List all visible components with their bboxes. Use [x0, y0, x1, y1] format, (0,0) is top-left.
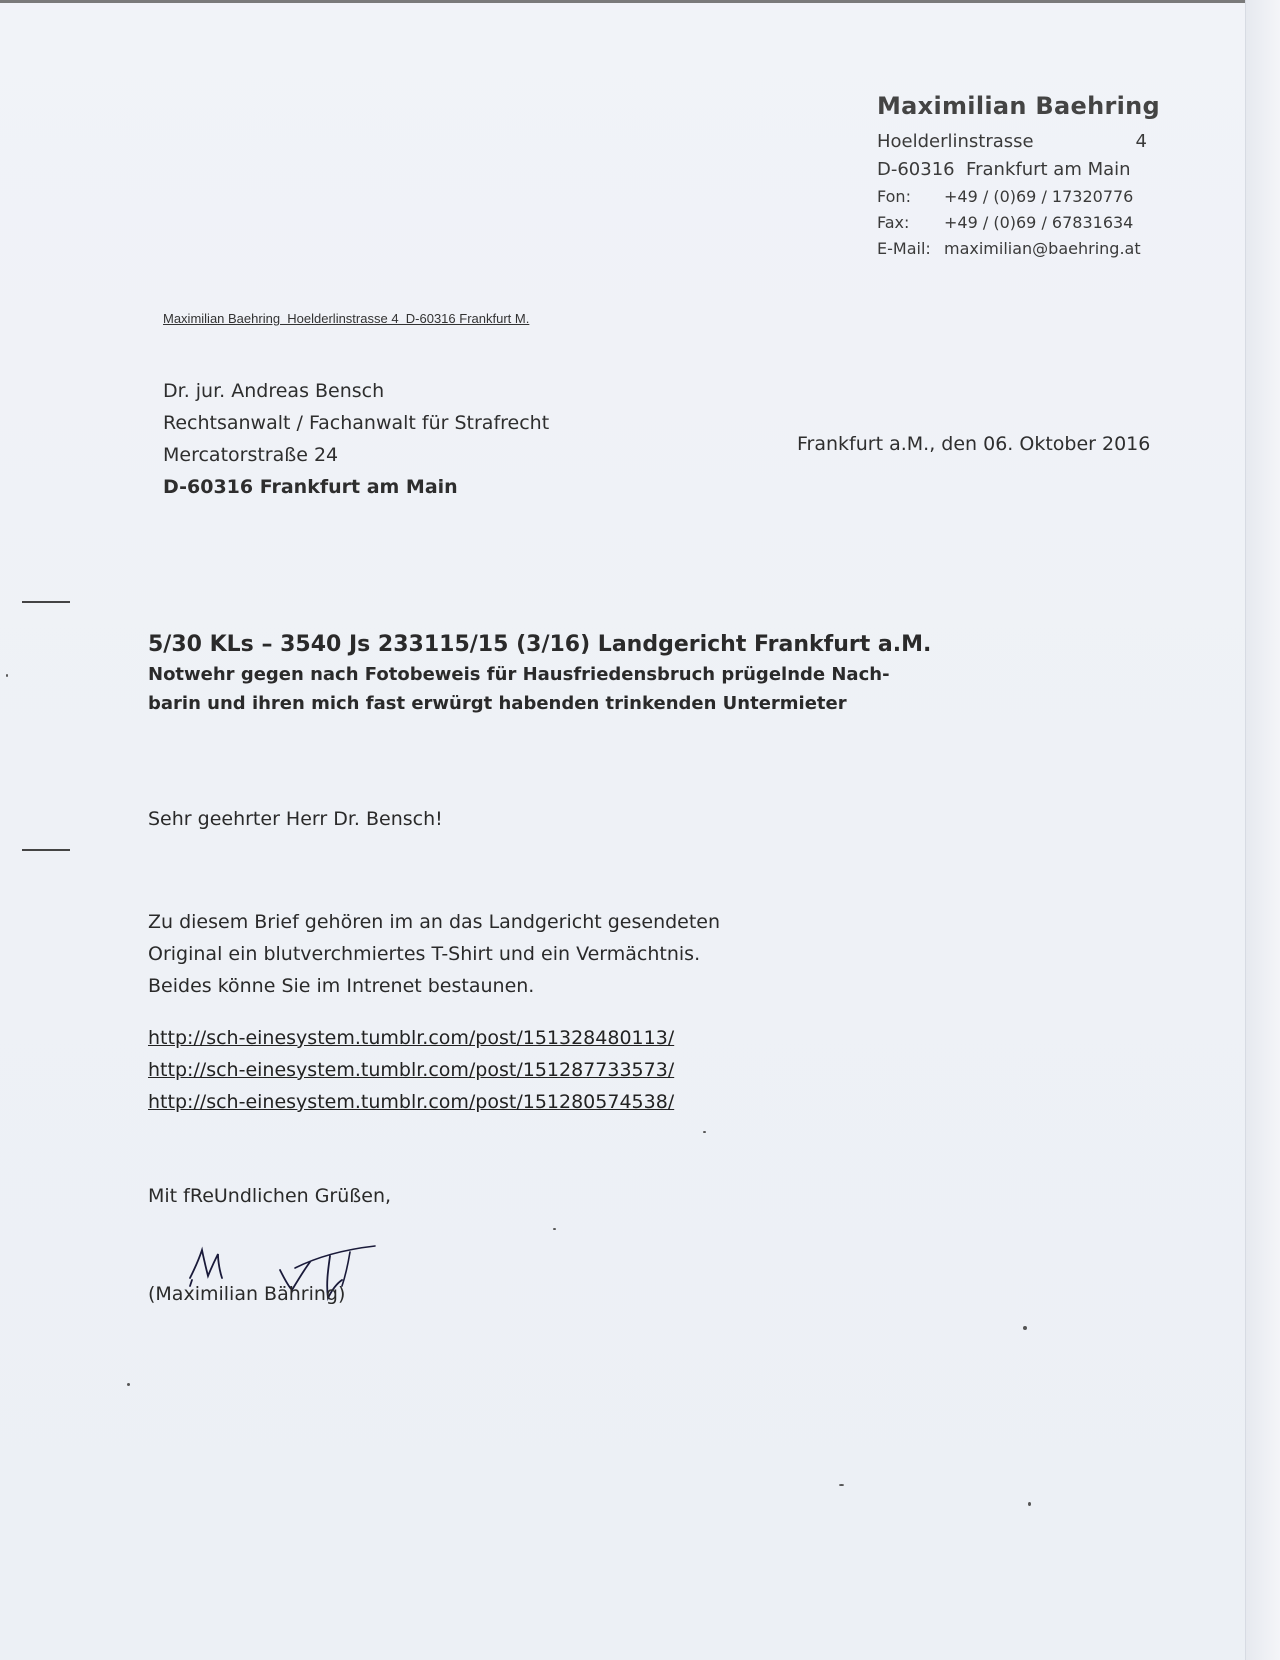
scan-speck [839, 1484, 844, 1486]
link-2[interactable]: http://sch-einesystem.tumblr.com/post/151287733573/ [148, 1059, 675, 1081]
scan-top-edge [0, 0, 1280, 3]
recipient-title: Rechtsanwalt / Fachanwalt für Strafrecht [163, 412, 550, 434]
scan-speck [127, 1383, 130, 1386]
scan-speck [1028, 1502, 1031, 1506]
sender-city: D-60316 Frankfurt am Main [877, 159, 1131, 180]
sender-letterhead [877, 92, 1160, 262]
body-paragraph [148, 906, 720, 1002]
recipient-address [163, 375, 549, 503]
link-1[interactable]: http://sch-einesystem.tumblr.com/post/151328480113/ [148, 1027, 675, 1049]
recipient-city: D-60316 Frankfurt am Main [163, 476, 458, 498]
closing-line: Mit fReUndlichen Grüßen, [148, 1185, 392, 1207]
scan-right-edge [1245, 0, 1280, 1660]
letter-date: Frankfurt a.M., den 06. Oktober 2016 [797, 433, 1151, 455]
salutation: Sehr geehrter Herr Dr. Bensch! [148, 808, 443, 830]
sender-email: maximilian@baehring.at [944, 239, 1141, 258]
subject-desc-line2: barin und ihren mich fast erwürgt habenden trinkenden Untermieter [148, 693, 847, 714]
sender-city-line [877, 156, 1147, 184]
scan-speck [6, 674, 8, 677]
sender-fax-line [877, 210, 1147, 236]
scan-speck [1023, 1326, 1027, 1330]
body-line-2: Original ein blutverchmiertes T-Shirt und ein Vermächtnis. [148, 943, 701, 965]
subject-block [148, 630, 931, 718]
sender-street-line [877, 128, 1147, 156]
link-list [148, 1022, 674, 1118]
sender-house-number: 4 [1135, 131, 1147, 152]
subject-desc-line1: Notwehr gegen nach Fotobeweis für Hausfriedensbruch prügelnde Nach- [148, 664, 890, 685]
signed-name: (Maximilian Bähring) [148, 1283, 346, 1305]
sender-fax: +49 / (0)69 / 67831634 [944, 213, 1134, 232]
return-address-line: Maximilian Baehring Hoelderlinstrasse 4 D-60316 Frankfurt M. [163, 311, 530, 326]
sender-fax-label: Fax: [877, 213, 910, 232]
fold-mark-middle [22, 849, 70, 851]
scan-speck [553, 1228, 556, 1230]
sender-phone: +49 / (0)69 / 17320776 [944, 187, 1134, 206]
link-3[interactable]: http://sch-einesystem.tumblr.com/post/151280574538/ [148, 1091, 675, 1113]
body-line-1: Zu diesem Brief gehören im an das Landgericht gesendeten [148, 911, 721, 933]
sender-email-label: E-Mail: [877, 239, 931, 258]
sender-phone-label: Fon: [877, 187, 911, 206]
fold-mark-top [22, 601, 70, 603]
sender-street: Hoelderlinstrasse [877, 131, 1034, 152]
sender-phone-line [877, 184, 1147, 210]
scan-speck [703, 1131, 706, 1133]
sender-name: Maximilian Baehring [877, 92, 1160, 120]
recipient-name: Dr. jur. Andreas Bensch [163, 380, 385, 402]
recipient-street: Mercatorstraße 24 [163, 444, 339, 466]
body-line-3: Beides könne Sie im Intrenet bestaunen. [148, 975, 535, 997]
subject-title: 5/30 KLs – 3540 Js 233115/15 (3/16) Landgericht Frankfurt a.M. [148, 632, 932, 657]
sender-email-line [877, 236, 1147, 262]
